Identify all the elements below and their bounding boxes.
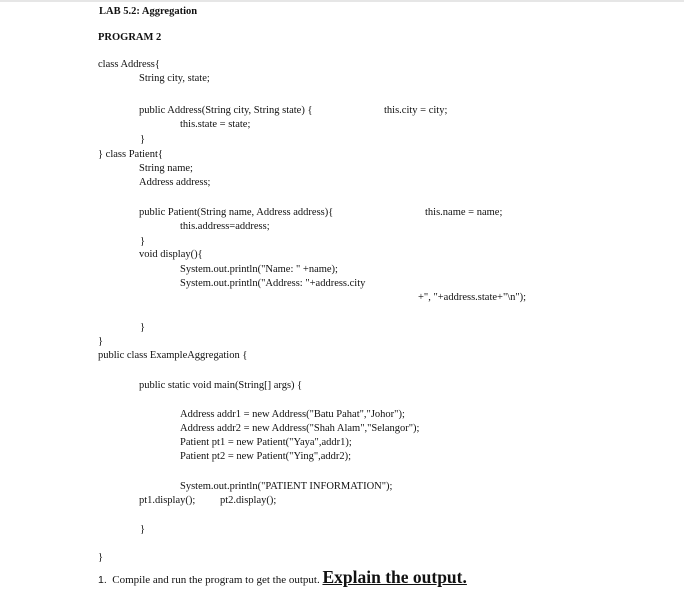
code-line: System.out.println("PATIENT INFORMATION"); [180,481,393,492]
code-line: public Address(String city, String state) { [139,105,313,116]
code-line: } [140,322,146,333]
question-text: Compile and run the program to get the output. [112,574,320,586]
code-line: String name; [139,163,193,174]
code-line: System.out.println("Address: "+address.city [180,278,366,289]
code-line: Patient pt2 = new Patient("Ying",addr2); [180,451,352,462]
code-line: Patient pt1 = new Patient("Yaya",addr1); [180,437,352,448]
code-line: } [140,524,146,535]
code-line: String city, state; [139,73,210,84]
code-line: } [140,134,146,145]
code-line: +", "+address.state+"\n"); [418,292,527,303]
question-emphasis: Explain the output. [322,567,467,587]
lab-title: LAB 5.2: Aggregation [99,6,198,17]
code-line: } [98,552,104,563]
page-top-border [0,0,684,2]
code-line: this.address=address; [180,221,270,232]
code-line: Address address; [139,177,211,188]
question-item [98,566,658,591]
code-line: Address addr1 = new Address("Batu Pahat","Johor"); [180,409,405,420]
code-line: public Patient(String name, Address address){ [139,207,334,218]
code-line: this.city = city; [384,105,448,116]
code-line: System.out.println("Name: " +name); [180,264,338,275]
code-line: class Address{ [98,59,160,70]
code-line: public class ExampleAggregation { [98,350,248,361]
code-line: this.state = state; [180,119,251,130]
code-line: this.name = name; [425,207,503,218]
code-line: Address addr2 = new Address("Shah Alam","Selangor"); [180,423,420,434]
code-line: } class Patient{ [98,149,163,160]
code-line: } [98,336,104,347]
code-line: void display(){ [139,249,203,260]
code-line: pt2.display(); [220,495,277,506]
code-line: } [140,236,146,247]
question-number: 1. [98,574,107,586]
program-heading: PROGRAM 2 [98,32,162,43]
code-line: pt1.display(); [139,495,196,506]
code-line: public static void main(String[] args) { [139,380,303,391]
